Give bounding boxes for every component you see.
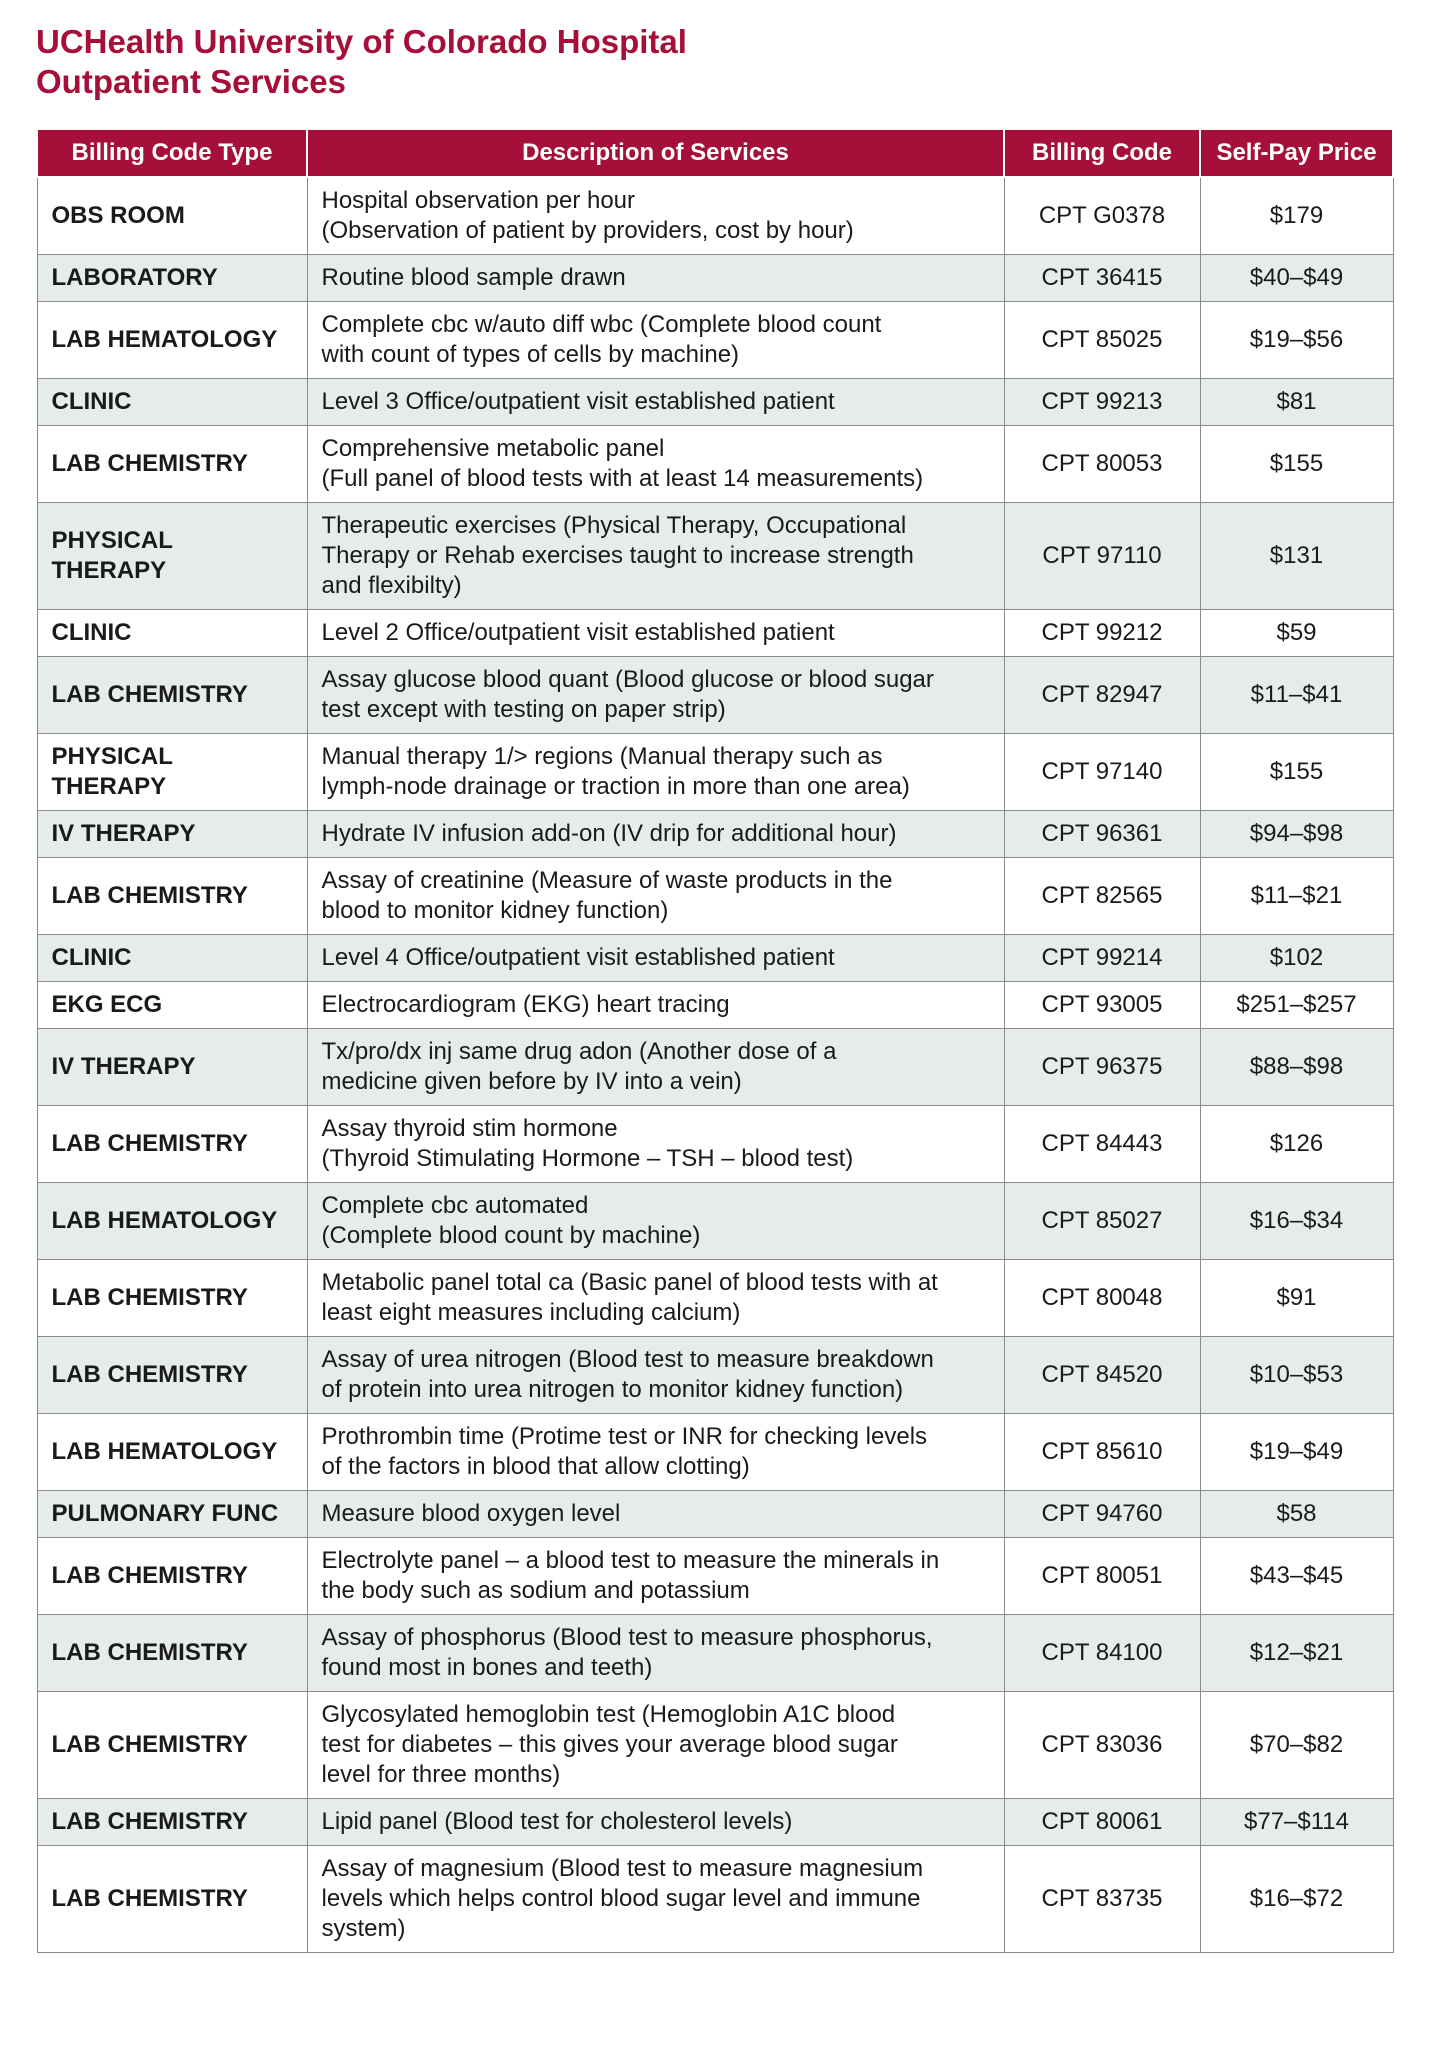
- description-line: Comprehensive metabolic panel: [321, 435, 665, 462]
- billing-code-type-cell: IV THERAPY: [37, 811, 307, 858]
- self-pay-price-cell: $131: [1200, 503, 1393, 610]
- billing-code-cell: CPT 85027: [1004, 1183, 1200, 1260]
- billing-code-cell: CPT 82947: [1004, 657, 1200, 734]
- table-row: [37, 1337, 1393, 1414]
- description-line: Assay of creatinine (Measure of waste products in the: [321, 867, 893, 894]
- self-pay-price-cell: $10–$53: [1200, 1337, 1393, 1414]
- billing-code-type-cell: EKG ECG: [37, 982, 307, 1029]
- table-row: [37, 255, 1393, 302]
- billing-code-type-cell: PHYSICAL THERAPY: [37, 503, 307, 610]
- table-row: [37, 1692, 1393, 1799]
- billing-code-cell: CPT 94760: [1004, 1491, 1200, 1538]
- self-pay-price-cell: $11–$21: [1200, 858, 1393, 935]
- table-row: [37, 811, 1393, 858]
- billing-code-type-cell: LAB HEMATOLOGY: [37, 1183, 307, 1260]
- description-line: levels which helps control blood sugar level and immune: [321, 1885, 921, 1912]
- description-cell: [307, 1491, 1004, 1538]
- table-row: [37, 657, 1393, 734]
- table-row: [37, 177, 1393, 255]
- table-row: [37, 503, 1393, 610]
- table-row: [37, 1029, 1393, 1106]
- description-line: Therapy or Rehab exercises taught to increase strength: [321, 542, 914, 569]
- table-row: [37, 379, 1393, 426]
- self-pay-price-cell: $126: [1200, 1106, 1393, 1183]
- self-pay-price-cell: $40–$49: [1200, 255, 1393, 302]
- billing-code-cell: CPT 97110: [1004, 503, 1200, 610]
- column-header-billing-code: Billing Code: [1004, 129, 1200, 177]
- description-line: Complete cbc automated: [321, 1192, 589, 1219]
- description-cell: [307, 1538, 1004, 1615]
- page-title: [36, 22, 687, 102]
- billing-code-type-cell: CLINIC: [37, 610, 307, 657]
- description-cell: [307, 858, 1004, 935]
- description-line: (Observation of patient by providers, cost by hour): [321, 217, 854, 244]
- description-line: Assay thyroid stim hormone: [321, 1115, 618, 1142]
- description-line: blood to monitor kidney function): [321, 897, 669, 924]
- self-pay-price-cell: $251–$257: [1200, 982, 1393, 1029]
- billing-code-type-cell: LAB CHEMISTRY: [37, 1799, 307, 1846]
- description-cell: [307, 302, 1004, 379]
- description-line: of the factors in blood that allow clotting): [321, 1453, 750, 1480]
- billing-code-type-cell: LAB CHEMISTRY: [37, 1615, 307, 1692]
- billing-code-type-cell: LAB CHEMISTRY: [37, 1337, 307, 1414]
- billing-code-cell: CPT 84100: [1004, 1615, 1200, 1692]
- self-pay-price-cell: $19–$56: [1200, 302, 1393, 379]
- description-cell: [307, 935, 1004, 982]
- description-line: test for diabetes – this gives your average blood sugar: [321, 1731, 898, 1758]
- description-line: Glycosylated hemoglobin test (Hemoglobin A1C blood: [321, 1701, 896, 1728]
- description-cell: [307, 1799, 1004, 1846]
- description-cell: [307, 503, 1004, 610]
- description-line: Assay of phosphorus (Blood test to measure phosphorus,: [321, 1624, 933, 1651]
- self-pay-price-cell: $59: [1200, 610, 1393, 657]
- billing-code-type-cell: CLINIC: [37, 379, 307, 426]
- billing-code-type-cell: LAB CHEMISTRY: [37, 858, 307, 935]
- self-pay-price-cell: $16–$34: [1200, 1183, 1393, 1260]
- description-line: Lipid panel (Blood test for cholesterol levels): [321, 1808, 793, 1835]
- description-line: test except with testing on paper strip): [321, 696, 726, 723]
- description-line: and flexibilty): [321, 572, 462, 599]
- billing-code-type-cell: PHYSICAL THERAPY: [37, 734, 307, 811]
- self-pay-price-cell: $77–$114: [1200, 1799, 1393, 1846]
- billing-code-cell: CPT 85025: [1004, 302, 1200, 379]
- self-pay-price-cell: $94–$98: [1200, 811, 1393, 858]
- self-pay-price-cell: $179: [1200, 177, 1393, 255]
- column-header-billing-code-type: Billing Code Type: [37, 129, 307, 177]
- table-row: [37, 1414, 1393, 1491]
- billing-code-type-cell: LAB HEMATOLOGY: [37, 1414, 307, 1491]
- billing-code-type-cell: IV THERAPY: [37, 1029, 307, 1106]
- billing-code-cell: CPT 80051: [1004, 1538, 1200, 1615]
- billing-code-cell: CPT G0378: [1004, 177, 1200, 255]
- description-cell: [307, 657, 1004, 734]
- description-cell: [307, 811, 1004, 858]
- billing-code-type-cell: LABORATORY: [37, 255, 307, 302]
- description-line: the body such as sodium and potassium: [321, 1577, 750, 1604]
- description-cell: [307, 610, 1004, 657]
- description-line: with count of types of cells by machine): [321, 341, 740, 368]
- price-table: [36, 128, 1394, 1953]
- billing-code-type-cell: PULMONARY FUNC: [37, 1491, 307, 1538]
- billing-code-cell: CPT 84520: [1004, 1337, 1200, 1414]
- self-pay-price-cell: $19–$49: [1200, 1414, 1393, 1491]
- column-header-self-pay-price: Self-Pay Price: [1200, 129, 1393, 177]
- description-cell: [307, 1029, 1004, 1106]
- description-line: Assay glucose blood quant (Blood glucose or blood sugar: [321, 666, 934, 693]
- description-line: Measure blood oxygen level: [321, 1500, 621, 1527]
- description-cell: [307, 1846, 1004, 1953]
- table-row: [37, 734, 1393, 811]
- billing-code-cell: CPT 93005: [1004, 982, 1200, 1029]
- self-pay-price-cell: $81: [1200, 379, 1393, 426]
- billing-code-type-cell: LAB CHEMISTRY: [37, 1106, 307, 1183]
- title-line-1: UCHealth University of Colorado Hospital: [36, 23, 687, 60]
- billing-code-cell: CPT 96361: [1004, 811, 1200, 858]
- table-row: [37, 1491, 1393, 1538]
- billing-code-cell: CPT 83735: [1004, 1846, 1200, 1953]
- description-line: Level 3 Office/outpatient visit established patient: [321, 388, 835, 415]
- description-line: Routine blood sample drawn: [321, 264, 626, 291]
- description-line: Complete cbc w/auto diff wbc (Complete blood count: [321, 311, 882, 338]
- billing-code-type-cell: LAB CHEMISTRY: [37, 1846, 307, 1953]
- description-line: Hospital observation per hour: [321, 187, 636, 214]
- table-row: [37, 610, 1393, 657]
- description-line: found most in bones and teeth): [321, 1654, 653, 1681]
- self-pay-price-cell: $43–$45: [1200, 1538, 1393, 1615]
- table-row: [37, 935, 1393, 982]
- description-line: Level 2 Office/outpatient visit established patient: [321, 619, 835, 646]
- description-line: Tx/pro/dx inj same drug adon (Another dose of a: [321, 1038, 837, 1065]
- self-pay-price-cell: $155: [1200, 426, 1393, 503]
- self-pay-price-cell: $11–$41: [1200, 657, 1393, 734]
- description-cell: [307, 1106, 1004, 1183]
- column-header-description: Description of Services: [307, 129, 1004, 177]
- table-row: [37, 1615, 1393, 1692]
- table-row: [37, 1106, 1393, 1183]
- billing-code-cell: CPT 99213: [1004, 379, 1200, 426]
- billing-code-cell: CPT 80048: [1004, 1260, 1200, 1337]
- table-row: [37, 1260, 1393, 1337]
- billing-code-type-cell: LAB CHEMISTRY: [37, 657, 307, 734]
- billing-code-cell: CPT 36415: [1004, 255, 1200, 302]
- billing-code-cell: CPT 97140: [1004, 734, 1200, 811]
- table-row: [37, 1799, 1393, 1846]
- billing-code-cell: CPT 99212: [1004, 610, 1200, 657]
- description-line: of protein into urea nitrogen to monitor kidney function): [321, 1376, 904, 1403]
- description-cell: [307, 1337, 1004, 1414]
- description-cell: [307, 1260, 1004, 1337]
- billing-code-cell: CPT 96375: [1004, 1029, 1200, 1106]
- table-row: [37, 426, 1393, 503]
- description-line: Prothrombin time (Protime test or INR for checking levels: [321, 1423, 928, 1450]
- description-line: Electrocardiogram (EKG) heart tracing: [321, 991, 730, 1018]
- description-cell: [307, 255, 1004, 302]
- description-line: Hydrate IV infusion add-on (IV drip for additional hour): [321, 820, 897, 847]
- description-cell: [307, 1414, 1004, 1491]
- table-row: [37, 858, 1393, 935]
- description-line: lymph-node drainage or traction in more than one area): [321, 773, 910, 800]
- description-line: Metabolic panel total ca (Basic panel of blood tests with at: [321, 1269, 938, 1296]
- self-pay-price-cell: $91: [1200, 1260, 1393, 1337]
- table-header-row: [37, 129, 1393, 177]
- table-row: [37, 982, 1393, 1029]
- description-line: system): [321, 1915, 406, 1942]
- description-line: (Complete blood count by machine): [321, 1222, 701, 1249]
- description-cell: [307, 1692, 1004, 1799]
- description-cell: [307, 982, 1004, 1029]
- billing-code-cell: CPT 99214: [1004, 935, 1200, 982]
- description-cell: [307, 379, 1004, 426]
- billing-code-cell: CPT 80061: [1004, 1799, 1200, 1846]
- table-row: [37, 1846, 1393, 1953]
- table-row: [37, 1538, 1393, 1615]
- description-line: Electrolyte panel – a blood test to measure the minerals in: [321, 1547, 940, 1574]
- description-cell: [307, 1615, 1004, 1692]
- description-line: (Thyroid Stimulating Hormone – TSH – blood test): [321, 1145, 854, 1172]
- table-row: [37, 302, 1393, 379]
- description-cell: [307, 734, 1004, 811]
- description-line: Assay of urea nitrogen (Blood test to measure breakdown: [321, 1346, 934, 1373]
- self-pay-price-cell: $155: [1200, 734, 1393, 811]
- self-pay-price-cell: $16–$72: [1200, 1846, 1393, 1953]
- description-cell: [307, 177, 1004, 255]
- description-line: Level 4 Office/outpatient visit established patient: [321, 944, 835, 971]
- table-row: [37, 1183, 1393, 1260]
- self-pay-price-cell: $12–$21: [1200, 1615, 1393, 1692]
- description-line: Assay of magnesium (Blood test to measure magnesium: [321, 1855, 924, 1882]
- billing-code-cell: CPT 83036: [1004, 1692, 1200, 1799]
- description-line: medicine given before by IV into a vein): [321, 1068, 742, 1095]
- description-line: Manual therapy 1/> regions (Manual therapy such as: [321, 743, 883, 770]
- billing-code-type-cell: OBS ROOM: [37, 177, 307, 255]
- description-line: level for three months): [321, 1761, 561, 1788]
- billing-code-type-cell: LAB CHEMISTRY: [37, 1260, 307, 1337]
- description-line: least eight measures including calcium): [321, 1299, 741, 1326]
- billing-code-cell: CPT 82565: [1004, 858, 1200, 935]
- billing-code-cell: CPT 84443: [1004, 1106, 1200, 1183]
- self-pay-price-cell: $88–$98: [1200, 1029, 1393, 1106]
- billing-code-type-cell: LAB CHEMISTRY: [37, 1538, 307, 1615]
- billing-code-type-cell: LAB CHEMISTRY: [37, 1692, 307, 1799]
- description-cell: [307, 426, 1004, 503]
- description-cell: [307, 1183, 1004, 1260]
- billing-code-cell: CPT 80053: [1004, 426, 1200, 503]
- billing-code-type-cell: LAB CHEMISTRY: [37, 426, 307, 503]
- self-pay-price-cell: $70–$82: [1200, 1692, 1393, 1799]
- description-line: (Full panel of blood tests with at least 14 measurements): [321, 465, 924, 492]
- billing-code-cell: CPT 85610: [1004, 1414, 1200, 1491]
- self-pay-price-cell: $102: [1200, 935, 1393, 982]
- title-line-2: Outpatient Services: [36, 63, 346, 100]
- billing-code-type-cell: CLINIC: [37, 935, 307, 982]
- billing-code-type-cell: LAB HEMATOLOGY: [37, 302, 307, 379]
- description-line: Therapeutic exercises (Physical Therapy, Occupational: [321, 512, 907, 539]
- self-pay-price-cell: $58: [1200, 1491, 1393, 1538]
